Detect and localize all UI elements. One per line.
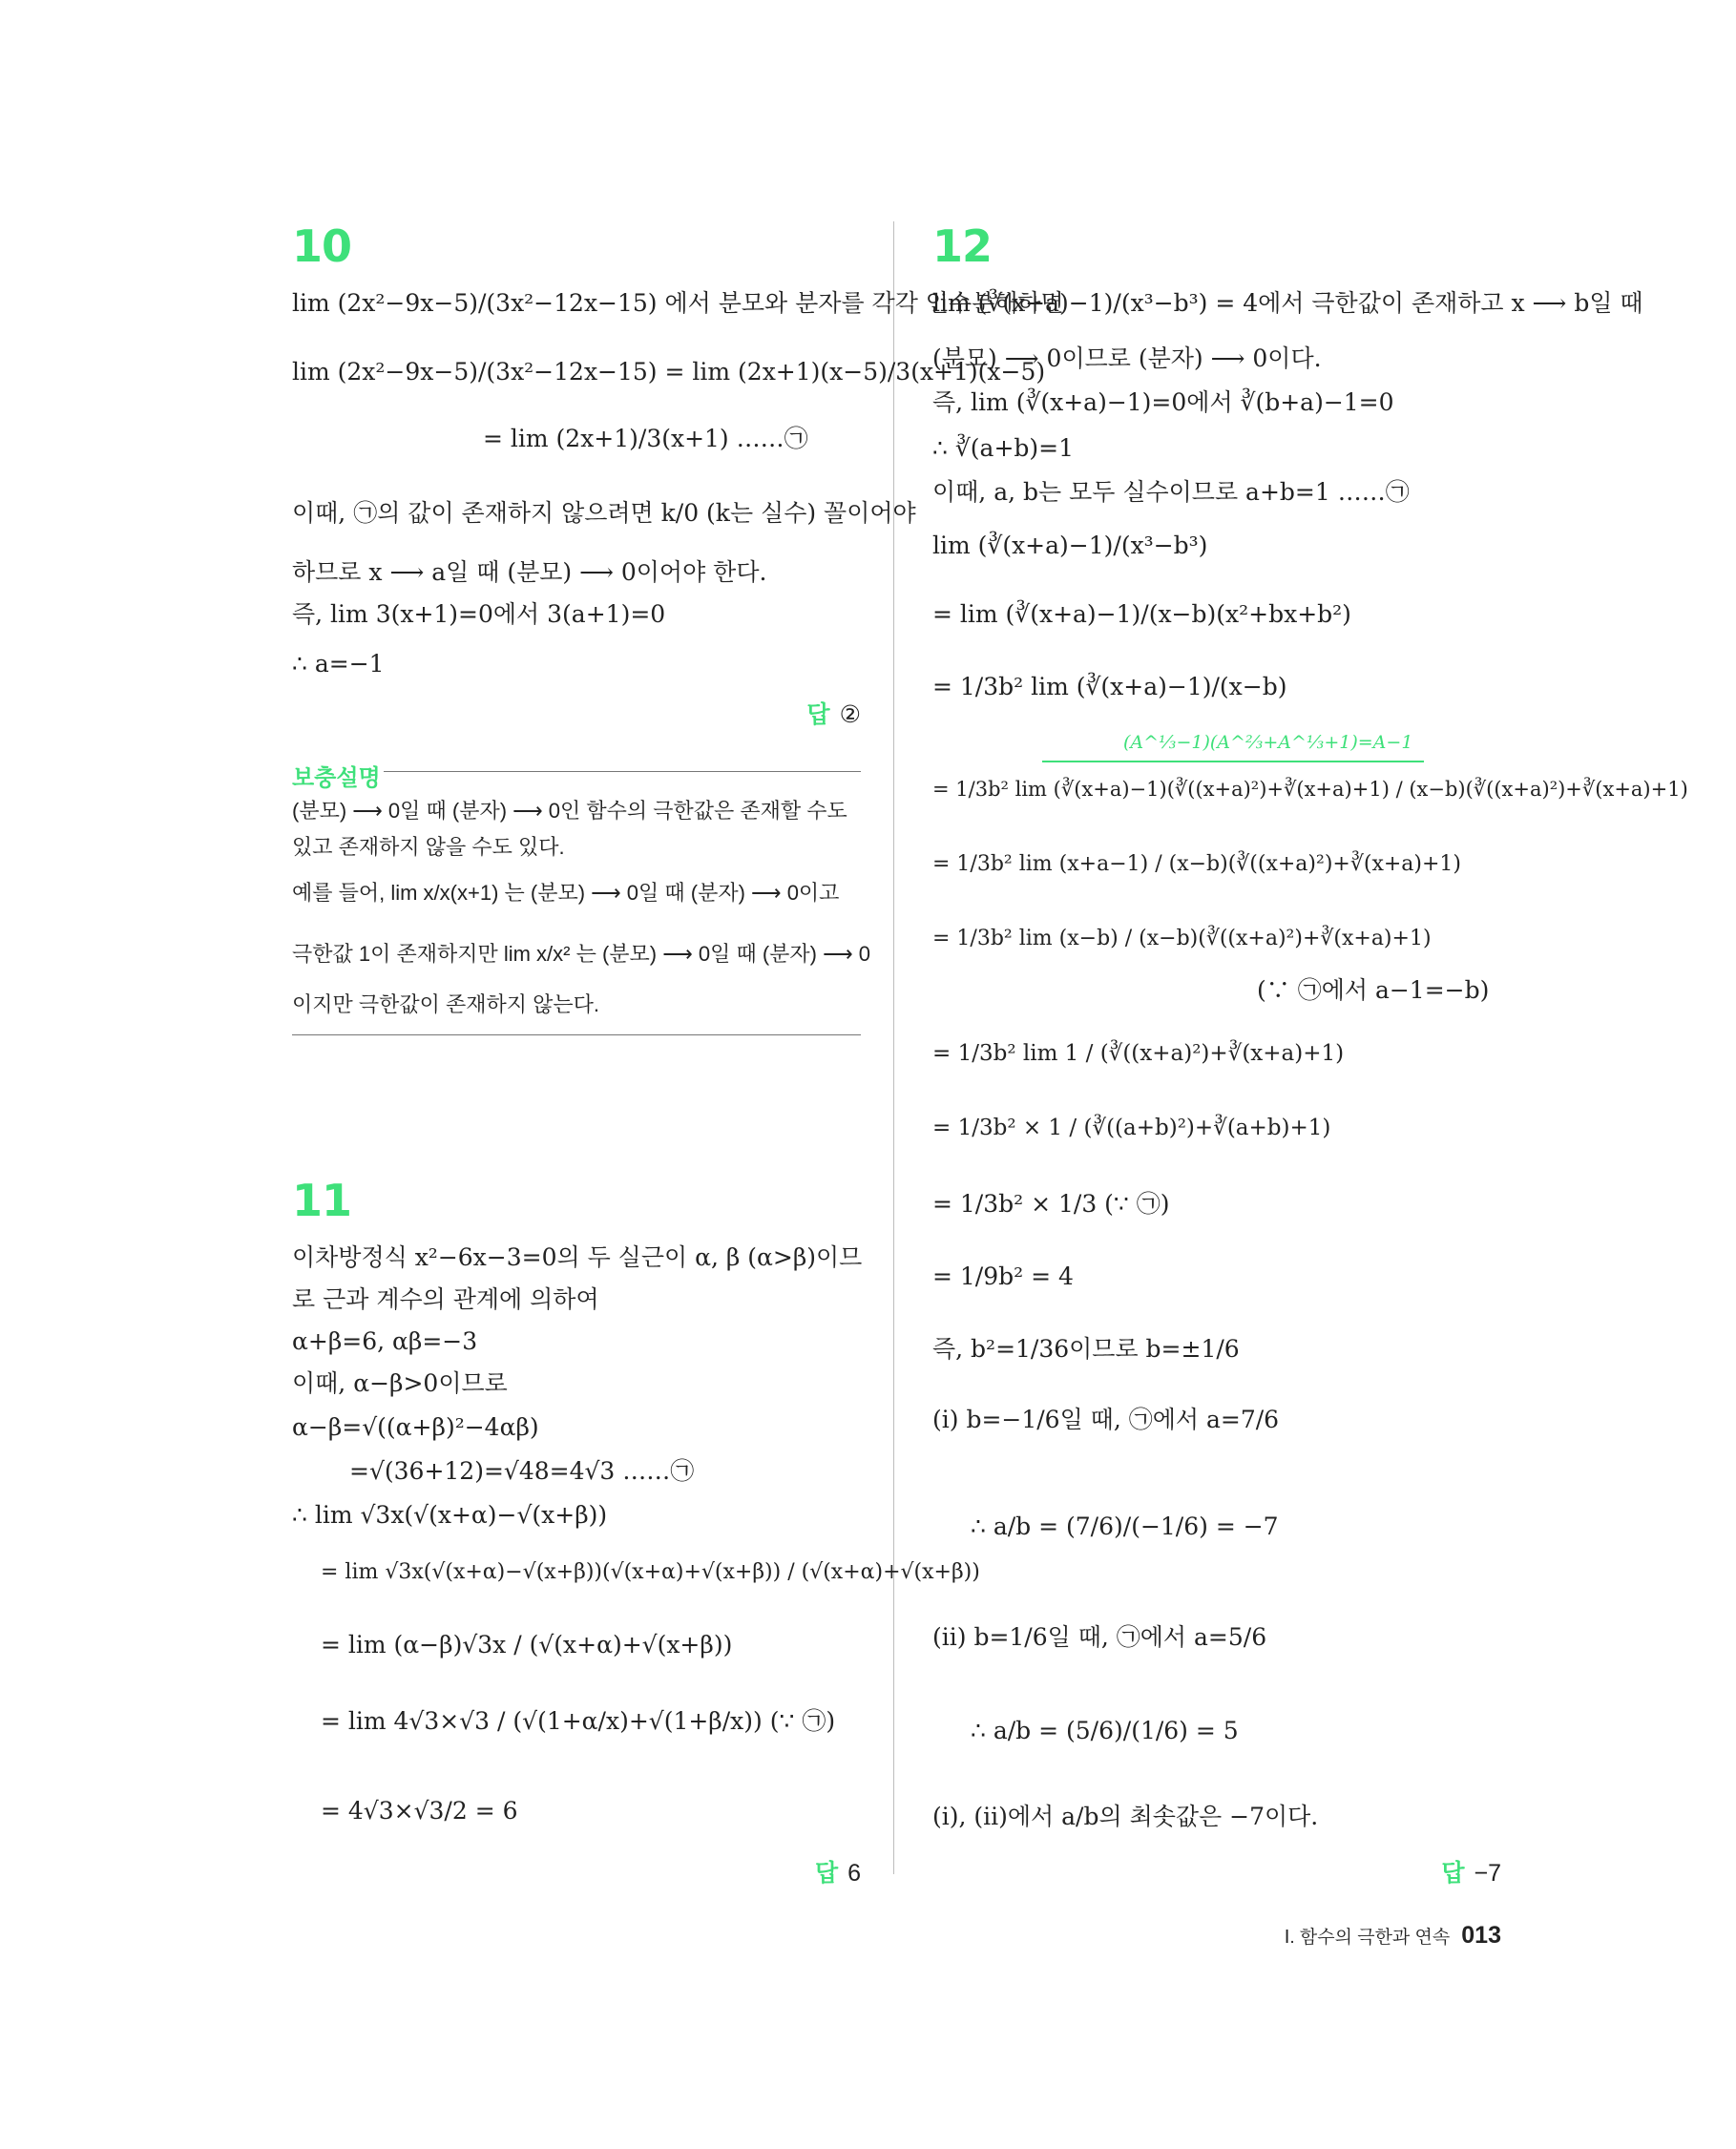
p11-line-11: = 4√3×√3/2 = 6 (321, 1797, 518, 1825)
p12-line-22: (ⅰ), (ⅱ)에서 a/b의 최솟값은 −7이다. (932, 1803, 1319, 1830)
p12-line-4: ∴ ∛(a+b)=1 (932, 434, 1074, 462)
p10-line-6: 즉, lim 3(x+1)=0에서 3(a+1)=0 (292, 600, 666, 628)
column-divider (893, 221, 894, 1874)
p10-line-1: lim (2x²−9x−5)/(3x²−12x−15) 에서 분모와 분자를 각각 인수분해하면 (292, 289, 1064, 317)
p12-line-19: ∴ a/b = (7/6)/(−1/6) = −7 (971, 1513, 1279, 1540)
p12-line-13: = 1/3b² lim 1 / (∛((x+a)²)+∛(x+a)+1) (932, 1041, 1345, 1066)
problem-number-10: 10 (292, 220, 352, 272)
p11-line-3: α+β=6, αβ=−3 (292, 1327, 478, 1355)
supplement-line-3: 예를 들어, lim x/x(x+1) 는 (분모) ⟶ 0일 때 (분자) ⟶ 0이고 (292, 881, 840, 905)
p12-line-3: 즉, lim (∛(x+a)−1)=0에서 ∛(b+a)−1=0 (932, 388, 1394, 416)
p12-line-7: = lim (∛(x+a)−1)/(x−b)(x²+bx+b²) (932, 600, 1351, 628)
p10-line-5: 하므로 x ⟶ a일 때 (분모) ⟶ 0이어야 한다. (292, 558, 767, 586)
p12-line-20: (ⅱ) b=1/6일 때, ㉠에서 a=5/6 (932, 1623, 1267, 1651)
p10-line-3: = lim (2x+1)/3(x+1) ……㉠ (483, 425, 808, 452)
supplement-title: 보충설명 (292, 765, 381, 791)
answer-value: −7 (1474, 1860, 1501, 1887)
supplement-line-4: 극한값 1이 존재하지만 lim x/x² 는 (분모) ⟶ 0일 때 (분자) ⟶ 0 (292, 942, 871, 966)
p12-line-12: (∵ ㉠에서 a−1=−b) (1257, 976, 1490, 1004)
answer-value: ② (839, 701, 861, 728)
p11-line-7: ∴ lim √3x(√(x+α)−√(x+β)) (292, 1501, 608, 1529)
p12-line-10: = 1/3b² lim (x+a−1) / (x−b)(∛((x+a)²)+∛(x+a)+1) (932, 852, 1461, 876)
supplement-line-1: (분모) ⟶ 0일 때 (분자) ⟶ 0인 함수의 극한값은 존재할 수도 (292, 799, 847, 823)
p12-line-21: ∴ a/b = (5/6)/(1/6) = 5 (971, 1717, 1239, 1744)
p12-line-11: = 1/3b² lim (x−b) / (x−b)(∛((x+a)²)+∛(x+a)+1) (932, 927, 1432, 950)
p11-line-2: 로 근과 계수의 관계에 의하여 (292, 1285, 599, 1313)
supplement-title-rule (384, 771, 861, 772)
p12-line-1: lim (∛(x+a)−1)/(x³−b³) = 4에서 극한값이 존재하고 x ⟶ b일 때 (932, 289, 1643, 317)
p12-line-5: 이때, a, b는 모두 실수이므로 a+b=1 ……㉠ (932, 478, 1410, 506)
answer-label: 답 (814, 1860, 839, 1887)
answer-value: 6 (847, 1860, 861, 1887)
page-footer (1285, 1922, 1501, 1950)
chapter-title: Ⅰ. 함수의 극한과 연속 (1284, 1928, 1451, 1948)
supplement-line-2: 있고 존재하지 않을 수도 있다. (292, 835, 565, 859)
p12-line-6: lim (∛(x+a)−1)/(x³−b³) (932, 532, 1208, 559)
p12-line-18: (ⅰ) b=−1/6일 때, ㉠에서 a=7/6 (932, 1406, 1280, 1433)
p11-answer (815, 1854, 861, 1888)
p11-line-1: 이차방정식 x²−6x−3=0의 두 실근이 α, β (α>β)이므 (292, 1243, 863, 1271)
cube-root-identity-note: (A^⅓−1)(A^⅔+A^⅓+1)=A−1 (1123, 732, 1413, 753)
p11-line-6: =√(36+12)=√48=4√3 ……㉠ (349, 1457, 695, 1485)
p10-line-2: lim (2x²−9x−5)/(3x²−12x−15) = lim (2x+1)(x−5)/3(x+1)(x−5) (292, 358, 1046, 386)
p12-answer (1441, 1854, 1501, 1888)
p10-line-7: ∴ a=−1 (292, 650, 385, 678)
page-number: 013 (1461, 1922, 1501, 1949)
answer-label: 답 (1441, 1860, 1465, 1887)
p12-line-14: = 1/3b² × 1 / (∛((a+b)²)+∛(a+b)+1) (932, 1116, 1331, 1140)
p11-line-10: = lim 4√3×√3 / (√(1+α/x)+√(1+β/x)) (∵ ㉠) (321, 1707, 836, 1735)
p11-line-4: 이때, α−β>0이므로 (292, 1369, 508, 1397)
answer-label: 답 (806, 701, 830, 728)
p10-line-4: 이때, ㉠의 값이 존재하지 않으려면 k/0 (k는 실수) 꼴이어야 (292, 499, 916, 527)
p11-line-8: = lim √3x(√(x+α)−√(x+β))(√(x+α)+√(x+β)) / (√(x+α)+√(x+β)) (321, 1560, 980, 1584)
p12-line-8: = 1/3b² lim (∛(x+a)−1)/(x−b) (932, 673, 1287, 700)
supplement-bottom-rule (292, 1034, 861, 1035)
p10-answer (806, 696, 861, 730)
note-underline (1042, 761, 1424, 762)
p12-line-9: = 1/3b² lim (∛(x+a)−1)(∛((x+a)²)+∛(x+a)+1) / (x−b)(∛((x+a)²)+∛(x+a)+1) (932, 778, 1688, 801)
problem-number-11: 11 (292, 1175, 352, 1226)
p12-line-15: = 1/3b² × 1/3 (∵ ㉠) (932, 1190, 1170, 1218)
problem-number-12: 12 (932, 220, 993, 272)
p11-line-5: α−β=√((α+β)²−4αβ) (292, 1413, 539, 1441)
p12-line-2: (분모) ⟶ 0이므로 (분자) ⟶ 0이다. (932, 344, 1322, 372)
p12-line-17: 즉, b²=1/36이므로 b=±1/6 (932, 1335, 1240, 1363)
supplement-line-5: 이지만 극한값이 존재하지 않는다. (292, 992, 599, 1016)
p11-line-9: = lim (α−β)√3x / (√(x+α)+√(x+β)) (321, 1631, 733, 1659)
p12-line-16: = 1/9b² = 4 (932, 1262, 1074, 1290)
